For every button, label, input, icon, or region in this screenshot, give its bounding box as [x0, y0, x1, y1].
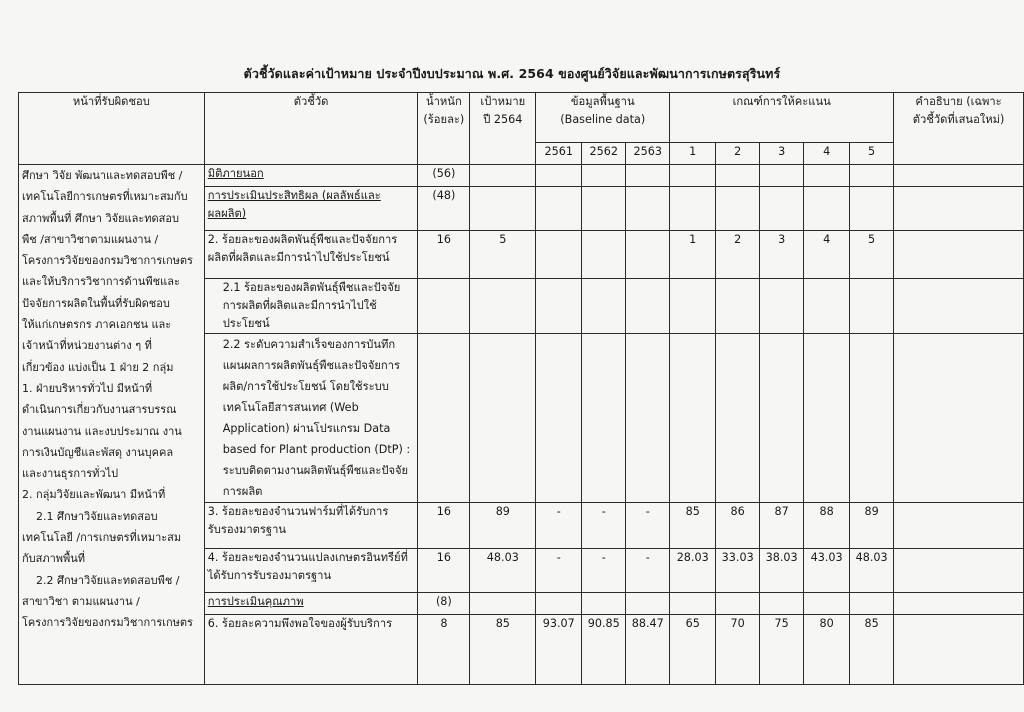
- baseline-cell: 88.47: [626, 615, 670, 685]
- indicator-cell: 2.1 ร้อยละของผลิตพันธุ์พืชและปัจจัยการผลิตที่ผลิตและมีการนำไปใช้ประโยชน์: [204, 279, 418, 334]
- table-row: [19, 165, 1024, 187]
- header-level: 4: [804, 143, 850, 165]
- header-criteria: เกณฑ์การให้คะแนน: [670, 93, 894, 143]
- level-cell: 89: [850, 503, 894, 549]
- weight-cell: [418, 334, 470, 503]
- level-cell: [850, 593, 894, 615]
- level-cell: [804, 165, 850, 187]
- target-cell: 85: [470, 615, 536, 685]
- level-cell: 43.03: [804, 549, 850, 593]
- indicator-cell: มิติภายนอก: [204, 165, 418, 187]
- baseline-cell: -: [626, 503, 670, 549]
- level-cell: [804, 334, 850, 503]
- description-cell: [894, 549, 1024, 593]
- weight-cell: (8): [418, 593, 470, 615]
- level-cell: 80: [804, 615, 850, 685]
- description-cell: [894, 279, 1024, 334]
- target-cell: [470, 334, 536, 503]
- target-cell: [470, 593, 536, 615]
- header-year: 2561: [536, 143, 582, 165]
- baseline-cell: 90.85: [582, 615, 626, 685]
- indicator-cell: 2. ร้อยละของผลิตพันธุ์พืชและปัจจัยการผลิตที่ผลิตและมีการนำไปใช้ประโยชน์: [204, 231, 418, 279]
- target-cell: [470, 187, 536, 231]
- indicator-cell: การประเมินคุณภาพ: [204, 593, 418, 615]
- header-level: 5: [850, 143, 894, 165]
- header-baseline: ข้อมูลพื้นฐาน (Baseline data): [536, 93, 670, 143]
- page-title: ตัวชี้วัดและค่าเป้าหมาย ประจำปีงบประมาณ พ.ศ. 2564 ของศูนย์วิจัยและพัฒนาการเกษตรสุรินทร์: [243, 66, 781, 81]
- level-cell: 87: [760, 503, 804, 549]
- level-cell: [850, 165, 894, 187]
- header-year: 2562: [582, 143, 626, 165]
- target-cell: [470, 165, 536, 187]
- header-responsible: หน้าที่รับผิดชอบ: [19, 93, 205, 165]
- baseline-cell: [536, 187, 582, 231]
- level-cell: [850, 187, 894, 231]
- baseline-cell: [536, 334, 582, 503]
- level-cell: 5: [850, 231, 894, 279]
- baseline-cell: [626, 187, 670, 231]
- description-cell: [894, 503, 1024, 549]
- weight-cell: (48): [418, 187, 470, 231]
- baseline-cell: [626, 593, 670, 615]
- baseline-cell: -: [626, 549, 670, 593]
- level-cell: 3: [760, 231, 804, 279]
- description-cell: [894, 334, 1024, 503]
- header-indicator: ตัวชี้วัด: [204, 93, 418, 165]
- indicator-cell: 2.2 ระดับความสำเร็จของการบันทึกแผนผลการผลิตพันธุ์พืชและปัจจัยการผลิต/การใช้ประโยชน์ โดยใช้ระบบเทคโนโลยีสารสนเทศ (Web Application) ผ่านโปรแกรม Data based for Plant production (DtP) : ระบบติดตามงานผลิตพันธุ์พืชและปัจจัยการผลิต: [204, 334, 418, 503]
- level-cell: [804, 187, 850, 231]
- weight-cell: 8: [418, 615, 470, 685]
- baseline-cell: -: [536, 549, 582, 593]
- level-cell: [760, 187, 804, 231]
- level-cell: 88: [804, 503, 850, 549]
- baseline-cell: [536, 279, 582, 334]
- level-cell: 65: [670, 615, 716, 685]
- level-cell: 85: [850, 615, 894, 685]
- header-target: เป้าหมาย ปี 2564: [470, 93, 536, 165]
- level-cell: 28.03: [670, 549, 716, 593]
- baseline-cell: [582, 187, 626, 231]
- description-cell: [894, 593, 1024, 615]
- baseline-cell: [582, 593, 626, 615]
- baseline-cell: -: [582, 549, 626, 593]
- weight-cell: [418, 279, 470, 334]
- responsible-cell: ศึกษา วิจัย พัฒนาและทดสอบพืช / เทคโนโลยีการเกษตรที่เหมาะสมกับ สภาพพื้นที่ ศึกษา วิจัยและทดสอบ พืช /สาขาวิชาตามแผนงาน / โครงการวิจัยของกรมวิชาการเกษตร และให้บริการวิชาการด้านพืชและ ปัจจัยการผลิตในพื้นที่รับผิดชอบ ให้แก่เกษตรกร ภาคเอกชน และ เจ้าหน้าที่หน่วยงานต่าง ๆ ที่ เกี่ยวข้อง แบ่งเป็น 1 ฝ่าย 2 กลุ่ม 1. ฝ่ายบริหารทั่วไป มีหน้าที่ ดำเนินการเกี่ยวกับงานสารบรรณ งานแผนงาน และงบประมาณ งาน การเงินบัญชีและพัสดุ งานบุคคล และงานธุรการทั่วไป 2. กลุ่มวิจัยและพัฒนา มีหน้าที่ 2.1 ศึกษาวิจัยและทดสอบ เทคโนโลยี /การเกษตรที่เหมาะสม กับสภาพพื้นที่ 2.2 ศึกษาวิจัยและทดสอบพืช / สาขาวิชา ตามแผนงาน / โครงการวิจัยของกรมวิชาการเกษตร: [19, 165, 205, 685]
- level-cell: [804, 279, 850, 334]
- level-cell: 75: [760, 615, 804, 685]
- baseline-cell: [582, 165, 626, 187]
- weight-cell: 16: [418, 231, 470, 279]
- weight-cell: 16: [418, 549, 470, 593]
- baseline-cell: -: [536, 503, 582, 549]
- level-cell: [760, 334, 804, 503]
- weight-cell: 16: [418, 503, 470, 549]
- level-cell: [670, 279, 716, 334]
- target-cell: 48.03: [470, 549, 536, 593]
- weight-cell: (56): [418, 165, 470, 187]
- level-cell: 70: [716, 615, 760, 685]
- level-cell: 4: [804, 231, 850, 279]
- level-cell: [850, 279, 894, 334]
- indicator-cell: การประเมินประสิทธิผล (ผลลัพธ์และผลผลิต): [204, 187, 418, 231]
- baseline-cell: [536, 593, 582, 615]
- baseline-cell: [582, 231, 626, 279]
- level-cell: 1: [670, 231, 716, 279]
- baseline-cell: [626, 165, 670, 187]
- level-cell: [670, 593, 716, 615]
- level-cell: [760, 593, 804, 615]
- target-cell: 5: [470, 231, 536, 279]
- level-cell: [670, 334, 716, 503]
- level-cell: [716, 593, 760, 615]
- target-cell: 89: [470, 503, 536, 549]
- level-cell: 33.03: [716, 549, 760, 593]
- level-cell: [760, 279, 804, 334]
- baseline-cell: 93.07: [536, 615, 582, 685]
- kpi-table: [18, 92, 1024, 685]
- baseline-cell: [582, 279, 626, 334]
- indicator-cell: 6. ร้อยละความพึงพอใจของผู้รับบริการ: [204, 615, 418, 685]
- baseline-cell: -: [582, 503, 626, 549]
- level-cell: 48.03: [850, 549, 894, 593]
- description-cell: [894, 165, 1024, 187]
- level-cell: [760, 165, 804, 187]
- level-cell: 38.03: [760, 549, 804, 593]
- level-cell: [716, 334, 760, 503]
- level-cell: [716, 279, 760, 334]
- baseline-cell: [536, 231, 582, 279]
- indicator-cell: 3. ร้อยละของจำนวนฟาร์มที่ได้รับการรับรองมาตรฐาน: [204, 503, 418, 549]
- header-level: 2: [716, 143, 760, 165]
- indicator-cell: 4. ร้อยละของจำนวนแปลงเกษตรอินทรีย์ที่ได้รับการรับรองมาตรฐาน: [204, 549, 418, 593]
- description-cell: [894, 187, 1024, 231]
- level-cell: 86: [716, 503, 760, 549]
- baseline-cell: [626, 231, 670, 279]
- target-cell: [470, 279, 536, 334]
- level-cell: [670, 187, 716, 231]
- level-cell: 2: [716, 231, 760, 279]
- level-cell: [716, 165, 760, 187]
- header-year: 2563: [626, 143, 670, 165]
- baseline-cell: [626, 334, 670, 503]
- level-cell: [670, 165, 716, 187]
- header-level: 1: [670, 143, 716, 165]
- baseline-cell: [582, 334, 626, 503]
- level-cell: [716, 187, 760, 231]
- header-weight: น้ำหนัก (ร้อยละ): [418, 93, 470, 165]
- level-cell: 85: [670, 503, 716, 549]
- header-description: คำอธิบาย (เฉพาะ ตัวชี้วัดที่เสนอใหม่): [894, 93, 1024, 165]
- description-cell: [894, 231, 1024, 279]
- level-cell: [850, 334, 894, 503]
- header-level: 3: [760, 143, 804, 165]
- baseline-cell: [536, 165, 582, 187]
- level-cell: [804, 593, 850, 615]
- description-cell: [894, 615, 1024, 685]
- baseline-cell: [626, 279, 670, 334]
